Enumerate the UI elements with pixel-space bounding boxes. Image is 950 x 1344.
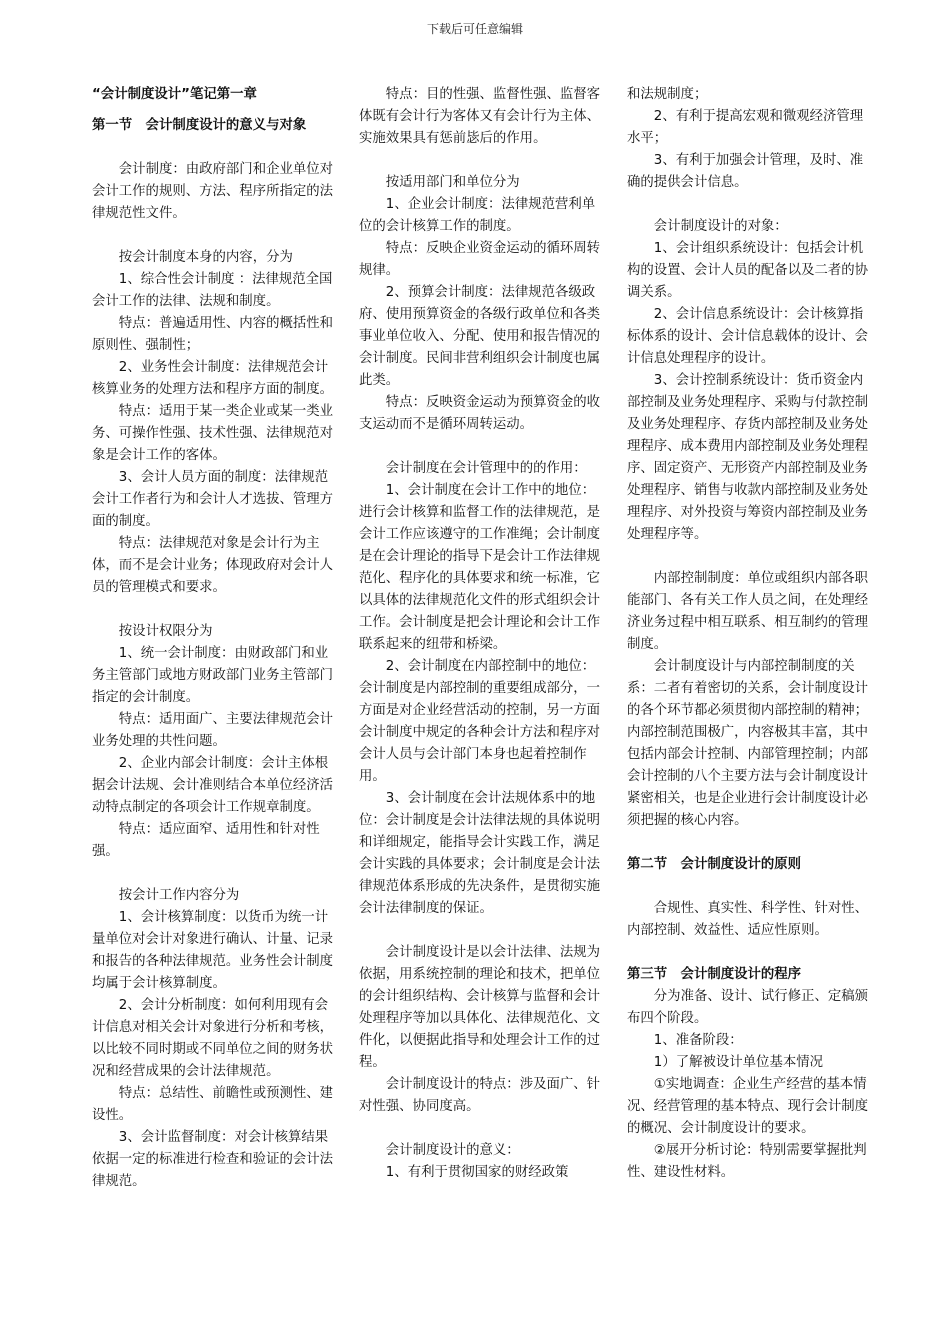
paragraph: 按设计权限分为 bbox=[118, 624, 213, 639]
paragraph: 特点：反映资金运动为预算资金的收支运动而不是循环周转运动。 bbox=[359, 395, 601, 432]
paragraph: 2、会计制度在内部控制中的地位：会计制度是内部控制的重要组成部分，一方面是对企业经营活动的控制，另一方面会计制度中规定的各种会计方法和程序对会计人员与会计部门本身也起着控制作用。 bbox=[359, 659, 601, 784]
paragraph: 特点：法律规范对象是会计行为主体，而不是会计业务；体现政府对会计人员的管理模式和要求。 bbox=[92, 536, 334, 595]
paragraph: 2、会计信息系统设计：会计核算指标体系的设计、会计信息载体的设计、会计信息处理程序的设计。 bbox=[627, 307, 869, 366]
paragraph: 按会计制度本身的内容，分为 bbox=[118, 250, 293, 265]
paragraph: 2、预算会计制度：法律规范各级政府、使用预算资金的各级行政单位和各类事业单位收入、分配、使用和报告情况的会计制度。民间非营利组织会计制度也属此类。 bbox=[359, 285, 601, 388]
paragraph: 会计制度设计的特点：涉及面广、针对性强、协同度高。 bbox=[359, 1077, 601, 1114]
paragraph: 1、会计组织系统设计：包括会计机构的设置、会计人员的配备以及二者的协调关系。 bbox=[627, 241, 869, 300]
paragraph: 2、有利于提高宏观和微观经济管理水平； bbox=[627, 109, 864, 146]
paragraph: 会计制度设计是以会计法律、法规为依据，用系统控制的理论和技术，把单位的会计组织结构、会计核算与监督和会计处理程序等加以具体化、法律规范化、文件化，以便据此指导和处理会计工作的过程。 bbox=[359, 945, 601, 1070]
column-3 bbox=[627, 84, 872, 1184]
paragraph: 2、业务性会计制度：法律规范会计核算业务的处理方法和程序方面的制度。 bbox=[92, 360, 334, 397]
paragraph: 会计制度：由政府部门和企业单位对会计工作的规则、方法、程序所指定的法律规范性文件。 bbox=[92, 162, 334, 221]
section-2-heading: 第二节 会计制度设计的原则 bbox=[627, 857, 802, 872]
paragraph: 3、会计控制系统设计：货币资金内部控制及业务处理程序、采购与付款控制及业务处理程序、存货内部控制及业务处理程序、成本费用内部控制及业务处理程序、固定资产、无形资产内部控制及业务处理程序、销售与收款内部控制及业务处理程序、对外投资与筹资内部控制及业务处理程序等。 bbox=[627, 373, 869, 542]
paragraph: 特点：适应面窄、适用性和针对性强。 bbox=[92, 822, 320, 859]
paragraph: 按会计工作内容分为 bbox=[118, 888, 240, 903]
paragraph: 3、有利于加强会计管理，及时、准确的提供会计信息。 bbox=[627, 153, 864, 190]
paragraph: 1、会计核算制度：以货币为统一计量单位对会计对象进行确认、计量、记录和报告的各种法律规范。业务性会计制度均属于会计核算制度。 bbox=[92, 910, 334, 991]
paragraph: 2、企业内部会计制度：会计主体根据会计法规、会计准则结合本单位经济活动特点制定的各项会计工作规章制度。 bbox=[92, 756, 334, 815]
section-3-heading: 第三节 会计制度设计的程序 bbox=[627, 967, 802, 982]
paragraph: 3、会计监督制度：对会计核算结果依据一定的标准进行检查和验证的会计法律规范。 bbox=[92, 1130, 334, 1189]
paragraph: ②展开分析讨论：特别需要掌握批判性、建设性材料。 bbox=[627, 1143, 867, 1180]
paragraph: 特点：总结性、前瞻性或预测性、建设性。 bbox=[92, 1086, 334, 1123]
paragraph: 1、会计制度在会计工作中的地位：进行会计核算和监督工作的法律规范，是会计工作应该遵守的工作准绳；会计制度是在会计理论的指导下是会计工作法律规范化、程序化的具体要求和统一标准，它以具体的法律规范化文件的形式组织会计工作。会计制度是把会计理论和会计工作联系起来的纽带和桥梁。 bbox=[359, 483, 601, 652]
paragraph: 合规性、真实性、科学性、针对性、内部控制、效益性、适应性原则。 bbox=[627, 901, 869, 938]
document-title: “会计制度设计”笔记第一章 bbox=[92, 87, 257, 102]
paragraph: 特点：目的性强、监督性强、监督客体既有会计行为客体又有会计行为主体、实施效果具有惩前毖后的作用。 bbox=[359, 87, 601, 146]
paragraph: 2、会计分析制度：如何利用现有会计信息对相关会计对象进行分析和考核，以比较不同时期或不同单位之间的财务状况和经营成果的会计法律规范。 bbox=[92, 998, 334, 1079]
paragraph: 1、统一会计制度：由财政部门和业务主管部门或地方财政部门业务主管部门指定的会计制度。 bbox=[92, 646, 334, 705]
paragraph: 和法规制度； bbox=[627, 87, 708, 102]
paragraph: 1、综合性会计制度 ：法律规范全国会计工作的法律、法规和制度。 bbox=[92, 272, 333, 309]
paragraph: 会计制度在会计管理中的的作用： bbox=[385, 461, 587, 476]
paragraph: 特点：普遍适用性、内容的概括性和原则性、强制性； bbox=[92, 316, 334, 353]
paragraph: 特点：适用面广、主要法律规范会计业务处理的共性问题。 bbox=[92, 712, 334, 749]
paragraph: 1）了解被设计单位基本情况 bbox=[653, 1055, 824, 1070]
paragraph: ①实地调查：企业生产经营的基本情况、经营管理的基本特点、现行会计制度的概况、会计制度设计的要求。 bbox=[627, 1077, 869, 1136]
paragraph: 会计制度设计的意义： bbox=[385, 1143, 520, 1158]
paragraph: 3、会计制度在会计法规体系中的地位：会计制度是会计法律法规的具体说明和详细规定，能指导会计实践工作，满足会计实践的具体要求；会计制度是会计法律规范体系形成的先决条件，是贯彻实施会计法律制度的保证。 bbox=[359, 791, 601, 916]
paragraph: 按适用部门和单位分为 bbox=[385, 175, 520, 190]
paragraph: 1、有利于贯彻国家的财经政策 bbox=[385, 1165, 569, 1180]
paragraph: 会计制度设计与内部控制制度的关系：二者有着密切的关系，会计制度设计的各个环节都必须贯彻内部控制的精神；内部控制范围极广，内容极其丰富，其中包括内部会计控制、内部管理控制；内部会计控制的八个主要方法与会计制度设计紧密相关，也是企业进行会计制度设计必须把握的核心内容。 bbox=[627, 659, 869, 828]
paragraph: 分为准备、设计、试行修正、定稿颁布四个阶段。 bbox=[627, 989, 869, 1026]
paragraph: 1、准备阶段： bbox=[653, 1033, 743, 1048]
paragraph: 会计制度设计的对象： bbox=[653, 219, 788, 234]
section-1-heading: 第一节 会计制度设计的意义与对象 bbox=[92, 118, 307, 133]
column-1 bbox=[92, 84, 337, 1193]
paragraph: 内部控制制度：单位或组织内部各职能部门、各有关工作人员之间，在处理经济业务过程中相互联系、相互制约的管理制度。 bbox=[627, 571, 869, 652]
paragraph: 特点：适用于某一类企业或某一类业务、可操作性强、技术性强、法律规范对象是会计工作的客体。 bbox=[92, 404, 334, 463]
paragraph: 特点：反映企业资金运动的循环周转规律。 bbox=[359, 241, 601, 278]
page-header: 下载后可任意编辑 bbox=[426, 22, 523, 36]
paragraph: 3、会计人员方面的制度：法律规范会计工作者行为和会计人才选拔、管理方面的制度。 bbox=[92, 470, 334, 529]
column-2 bbox=[359, 84, 601, 1184]
paragraph: 1、企业会计制度：法律规范营利单位的会计核算工作的制度。 bbox=[359, 197, 596, 234]
